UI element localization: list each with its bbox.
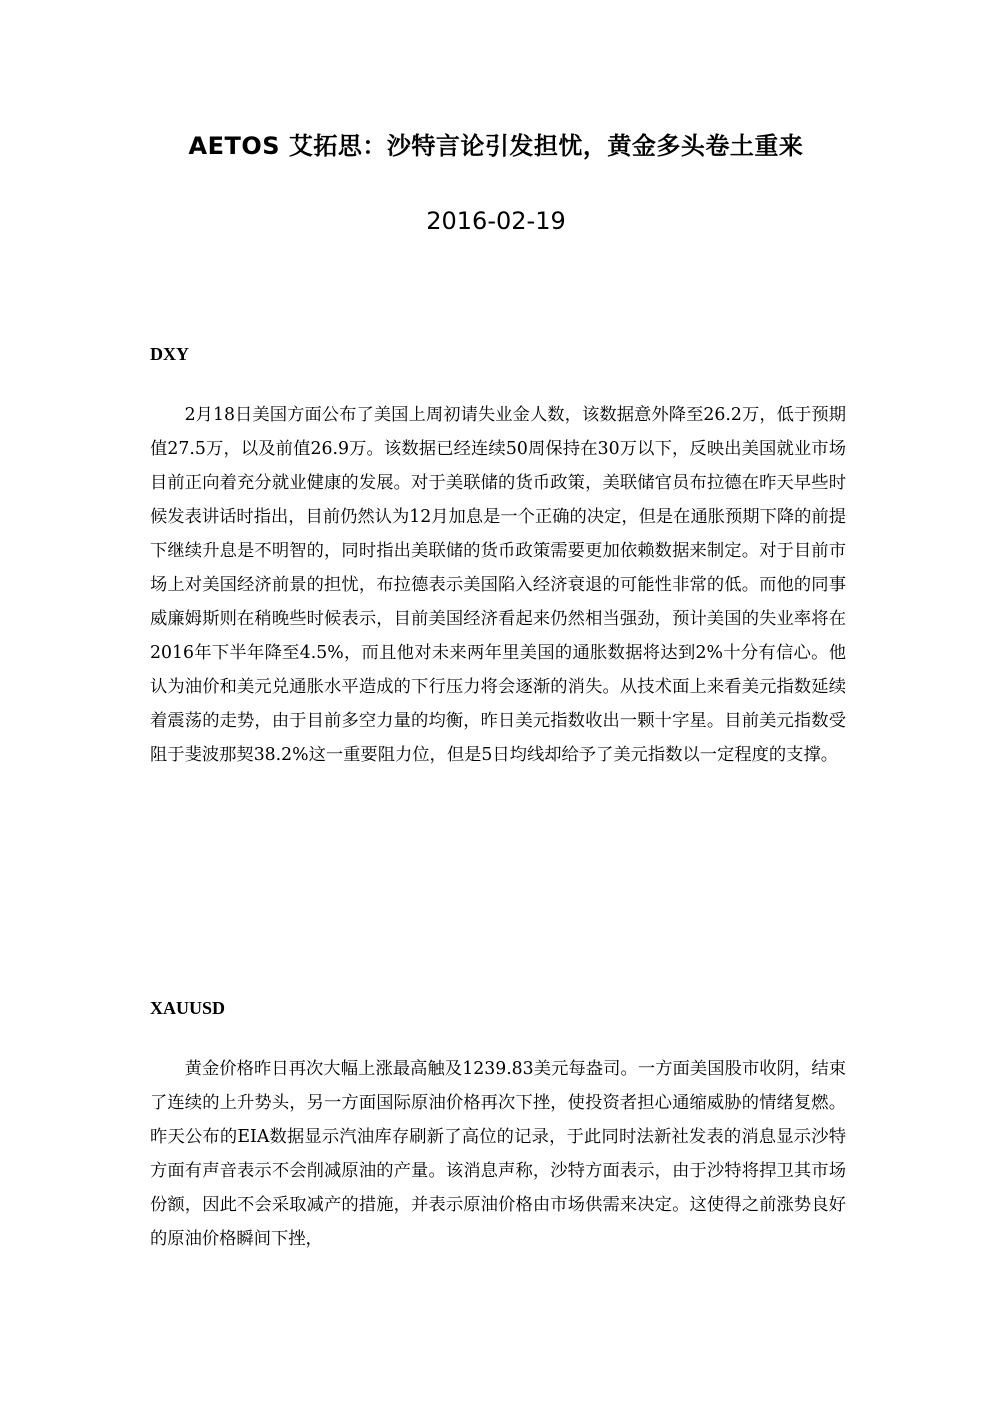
section-body-xauusd: 黄金价格昨日再次大幅上涨最高触及1239.83美元每盎司。一方面美国股市收阴，结束了连续的上升势头，另一方面国际原油价格再次下挫，使投资者担心通缩威胁的情绪复燃。昨天公布的EIA数据显示汽油库存刷新了高位的记录，于此同时法新社发表的消息显示沙特方面有声音表示不会削减原油的产量。该消息声称，沙特方面表示，由于沙特将捍卫其市场份额，因此不会采取减产的措施，并表示原油价格由市场供需来决定。这使得之前涨势良好的原油价格瞬间下挫，: [150, 1059, 846, 1249]
section-heading-xauusd: XAUUSD: [150, 998, 226, 1018]
document-title: AETOS 艾拓思：沙特言论引发担忧，黄金多头卷土重来: [188, 132, 804, 160]
section-heading-dxy: DXY: [150, 344, 189, 364]
document-date: 2016-02-19: [426, 207, 566, 235]
section-body-dxy: 2月18日美国方面公布了美国上周初请失业金人数，该数据意外降至26.2万，低于预期值27.5万，以及前值26.9万。该数据已经连续50周保持在30万以下，反映出美国就业市场目前正向着充分就业健康的发展。对于美联储的货币政策，美联储官员布拉德在昨天早些时候发表讲话时指出，目前仍然认为12月加息是一个正确的决定，但是在通胀预期下降的前提下继续升息是不明智的，同时指出美联储的货币政策需要更加依赖数据来制定。对于目前市场上对美国经济前景的担忧，布拉德表示美国陷入经济衰退的可能性非常的低。而他的同事威廉姆斯则在稍晚些时候表示，目前美国经济看起来仍然相当强劲，预计美国的失业率将在2016年下半年降至4.5%，而且他对未来两年里美国的通胀数据将达到2%十分有信心。他认为油价和美元兑通胀水平造成的下行压力将会逐渐的消失。从技术面上来看美元指数延续着震荡的走势，由于目前多空力量的均衡，昨日美元指数收出一颗十字星。目前美元指数受阻于斐波那契38.2%这一重要阻力位，但是5日均线却给予了美元指数以一定程度的支撑。: [150, 405, 846, 765]
